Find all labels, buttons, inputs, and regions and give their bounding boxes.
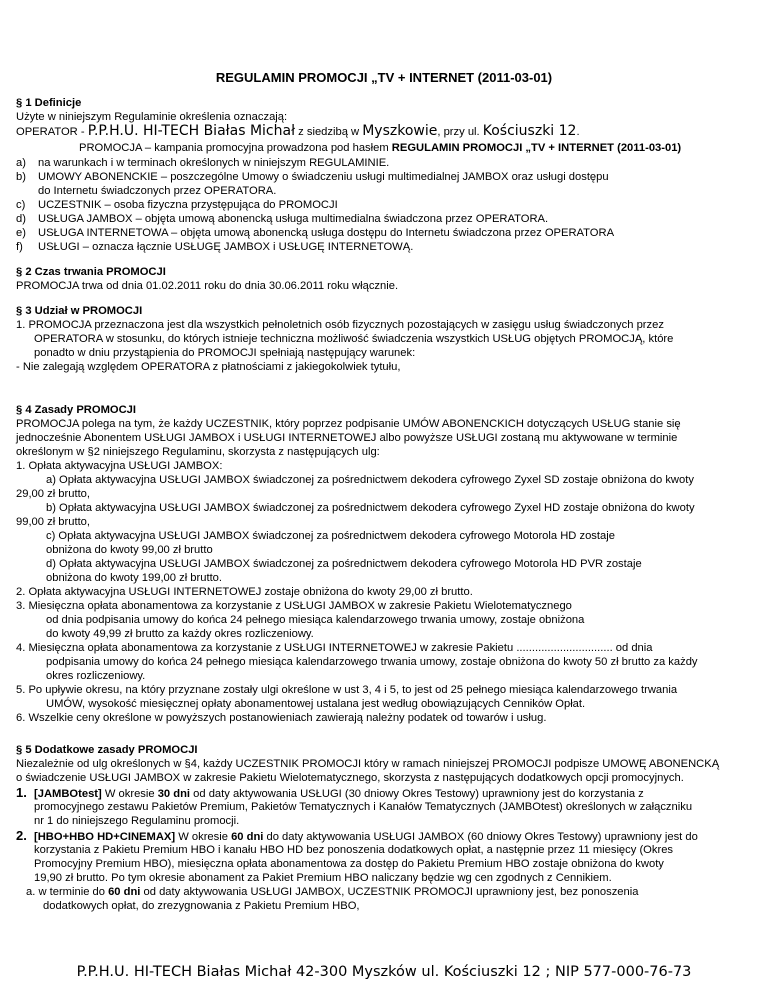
section-4-line: 99,00 zł brutto, [16, 516, 91, 528]
section-4-line: 4. Miesięczna opłata abonamentowa za korzystanie z USŁUGI INTERNETOWEJ w zakresie Pakietu ............................... od dnia [16, 642, 653, 654]
definition-item [16, 226, 614, 240]
section-4-line: od dnia podpisania umowy do końca 24 pełnego miesiąca kalendarzowego trwania umowy, zostaje obniżona [46, 614, 585, 626]
section-5-line: Promocyjny Premium HBO), miesięczna opłata abonamentowa za dostęp do Pakietu Premium HBO zostaje obniżona do kwoty [34, 858, 664, 870]
section-4-line: d) Opłata aktywacyjna USŁUGI JAMBOX świadczonej za pośrednictwem dekodera cyfrowego Motorola HD PVR zostaje [46, 558, 642, 570]
option-days: 60 dni [108, 886, 141, 898]
item-label: f) [16, 241, 23, 253]
option-text: od daty aktywowania USŁUGI JAMBOX, UCZESTNIK PROMOCJI uprawniony jest, bez ponoszenia [140, 886, 639, 898]
section-5-heading: § 5 Dodatkowe zasady PROMOCJI [16, 744, 198, 756]
section-5-line: dodatkowych opłat, do zrezygnowania z Pakietu Premium HBO, [43, 900, 360, 912]
section-5-line: o świadczenie USŁUGI JAMBOX w zakresie Pakietu Wielotematycznego, skorzysta z następujących dodatkowych opcji promocyjnych. [16, 772, 684, 784]
operator-end: . [576, 126, 580, 138]
definition-item [16, 156, 389, 170]
section-4-line: b) Opłata aktywacyjna USŁUGI JAMBOX świadczonej za pośrednictwem dekodera cyfrowego Zyxel HD zostaje obniżona do kwoty [46, 502, 695, 514]
option-tag: [JAMBOtest] [34, 788, 102, 800]
section-5-line: 19,90 zł brutto. Po tym okresie abonament za Pakiet Premium HBO naliczany będzie wg cen zgodnych z Cennikiem. [34, 872, 612, 884]
section-5-line: promocyjnego zestawu Pakietów Premium, Pakietów Tematycznych i Kanałów Tematycznych (JAMBOtest) określonych w załączniku [34, 801, 693, 813]
section-3-line: - Nie zalegają względem OPERATORA z płatnościami z jakiegokolwiek tytułu, [16, 361, 401, 373]
section-4-line: określonym w §2 niniejszego Regulaminu, skorzysta z następujących ulg: [16, 446, 380, 458]
section-5-line: korzystania z Pakietu Premium HBO i kanału HBO HD bez ponoszenia dodatkowych opłat, a następnie przez 11 miesięcy (Okres [34, 844, 674, 856]
section-4-line: 1. Opłata aktywacyjna USŁUGI JAMBOX: [16, 460, 223, 472]
option-text: W okresie [175, 831, 232, 843]
operator-name: P.P.H.U. HI-TECH Białas Michał [87, 123, 296, 139]
section-4-line: a) Opłata aktywacyjna USŁUGI JAMBOX świadczonej za pośrednictwem dekodera cyfrowego Zyxel SD zostaje obniżona do kwoty [46, 474, 694, 486]
item-label: e) [16, 227, 26, 239]
document-title: REGULAMIN PROMOCJI „TV + INTERNET (2011-03-01) [215, 70, 553, 85]
operator-definition [16, 124, 580, 139]
promocja-definition [79, 141, 681, 155]
item-text: UCZESTNIK – osoba fizyczna przystępująca do PROMOCJI [38, 199, 338, 211]
operator-street: Kościuszki 12 [482, 123, 577, 139]
section-4-line: 29,00 zł brutto, [16, 488, 91, 500]
option-text: od daty aktywowania USŁUGI (30 dniowy Okres Testowy) uprawniony jest do korzystania z [190, 788, 644, 800]
section-1-heading: § 1 Definicje [16, 97, 82, 109]
item-text: USŁUGI – oznacza łącznie USŁUGĘ JAMBOX i USŁUGĘ INTERNETOWĄ. [38, 241, 414, 253]
option-text: a. w terminie do [26, 886, 109, 898]
definition-item [16, 170, 609, 184]
section-4-line: jednocześnie Abonentem USŁUGI JAMBOX i USŁUGI INTERNETOWEJ albo powyższe USŁUGI zostaną mu aktywowane w terminie [16, 432, 678, 444]
promo-option-2 [16, 829, 698, 844]
item-text: do Internetu świadczonych przez OPERATORA. [38, 185, 277, 197]
section-1-intro: Użyte w niniejszym Regulaminie określenia oznaczają: [16, 111, 288, 123]
item-label: b) [16, 171, 26, 183]
section-4-heading: § 4 Zasady PROMOCJI [16, 404, 136, 416]
operator-mid2: , przy ul. [437, 126, 483, 138]
option-days: 60 dni [231, 831, 264, 843]
item-text: na warunkach i w terminach określonych w niniejszym REGULAMINIE. [38, 157, 390, 169]
operator-mid: z siedzibą w [295, 126, 363, 138]
definition-item [16, 240, 413, 254]
definition-item [16, 212, 548, 226]
promocja-name: REGULAMIN PROMOCJI „TV + INTERNET (2011-03-01) [391, 142, 682, 154]
section-5-line: Niezależnie od ulg określonych w §4, każdy UCZESTNIK PROMOCJI który w ramach niniejszej PROMOCJI podpisze UMOWĘ ABONENCKĄ [16, 758, 720, 770]
section-4-line: obniżona do kwoty 199,00 zł brutto. [46, 572, 223, 584]
definition-item [16, 198, 338, 212]
section-4-line: do kwoty 49,99 zł brutto za każdy okres rozliczeniowy. [46, 628, 314, 640]
section-3-line: 1. PROMOCJA przeznaczona jest dla wszystkich pełnoletnich osób fizycznych pozostających w zasięgu usług świadczonych przez [16, 319, 664, 331]
item-label: d) [16, 213, 26, 225]
item-label: a) [16, 157, 26, 169]
item-text: USŁUGA INTERNETOWA – objęta umową abonencką usługa dostępu do Internetu świadczona przez OPERATORA [38, 227, 615, 239]
section-4-line: podpisania umowy do końca 24 pełnego miesiąca kalendarzowego trwania umowy, zostaje obniżona do kwoty 50 zł brutto za każdy [46, 656, 698, 668]
section-4-line: UMÓW, wysokość miesięcznej opłaty abonamentowej ustalana jest według obowiązujących Cenników Opłat. [46, 698, 586, 710]
section-5-line: nr 1 do niniejszego Regulaminu promocji. [34, 815, 240, 827]
section-4-line: okres rozliczeniowy. [46, 670, 146, 682]
section-4-line: c) Opłata aktywacyjna USŁUGI JAMBOX świadczonej za pośrednictwem dekodera cyfrowego Motorola HD zostaje [46, 530, 615, 542]
item-label: c) [16, 199, 26, 211]
option-text: W okresie [101, 788, 158, 800]
operator-prefix: OPERATOR - [16, 126, 88, 138]
option-text: do daty aktywowania USŁUGI JAMBOX (60 dniowy Okres Testowy) uprawniony jest do [263, 831, 698, 843]
section-4-line: 6. Wszelkie ceny określone w powyższych postanowieniach zawierają należny podatek od towarów i usług. [16, 712, 547, 724]
section-2-heading: § 2 Czas trwania PROMOCJI [16, 266, 166, 278]
section-4-line: 3. Miesięczna opłata abonamentowa za korzystanie z USŁUGI JAMBOX w zakresie Pakietu Wielotematycznego [16, 600, 572, 612]
item-number: 2. [16, 828, 27, 843]
section-3-line: ponadto w dniu przystąpienia do PROMOCJI spełniają następujący warunek: [34, 347, 416, 359]
item-text: UMOWY ABONENCKIE – poszczególne Umowy o świadczeniu usługi multimedialnej JAMBOX oraz usługi dostępu [38, 171, 609, 183]
operator-city: Myszkowie [362, 123, 438, 139]
item-number: 1. [16, 785, 27, 800]
section-4-line: obniżona do kwoty 99,00 zł brutto [46, 544, 213, 556]
option-days: 30 dni [157, 788, 191, 800]
section-4-line: 5. Po upływie okresu, na który przyznane zostały ulgi określone w ust 3, 4 i 5, to jest od 25 pełnego miesiąca kalendarzowego trwania [16, 684, 678, 696]
page-footer: P.P.H.U. HI-TECH Białas Michał 42-300 Myszków ul. Kościuszki 12 ; NIP 577-000-76-73 [76, 964, 692, 980]
promocja-text: PROMOCJA – kampania promocyjna prowadzona pod hasłem [79, 142, 392, 154]
section-3-heading: § 3 Udział w PROMOCJI [16, 305, 143, 317]
section-4-line: 2. Opłata aktywacyjna USŁUGI INTERNETOWEJ zostaje obniżona do kwoty 29,00 zł brutto. [16, 586, 473, 598]
section-4-line: PROMOCJA polega na tym, że każdy UCZESTNIK, który poprzez podpisanie UMÓW ABONENCKICH dotyczących USŁUG stanie się [16, 418, 681, 430]
section-3-line: OPERATORA w stosunku, do których istnieje techniczna możliwość świadczenia wszystkich USŁUG objętych PROMOCJĄ, które [34, 333, 674, 345]
promo-option-1 [16, 786, 644, 801]
definition-item [16, 184, 276, 198]
promo-option-2a [26, 885, 638, 899]
item-text: USŁUGA JAMBOX – objęta umową abonencką usługa multimedialna świadczona przez OPERATORA. [38, 213, 549, 225]
option-tag: [HBO+HBO HD+CINEMAX] [34, 831, 176, 843]
section-2-text: PROMOCJA trwa od dnia 01.02.2011 roku do dnia 30.06.2011 roku włącznie. [16, 280, 399, 292]
